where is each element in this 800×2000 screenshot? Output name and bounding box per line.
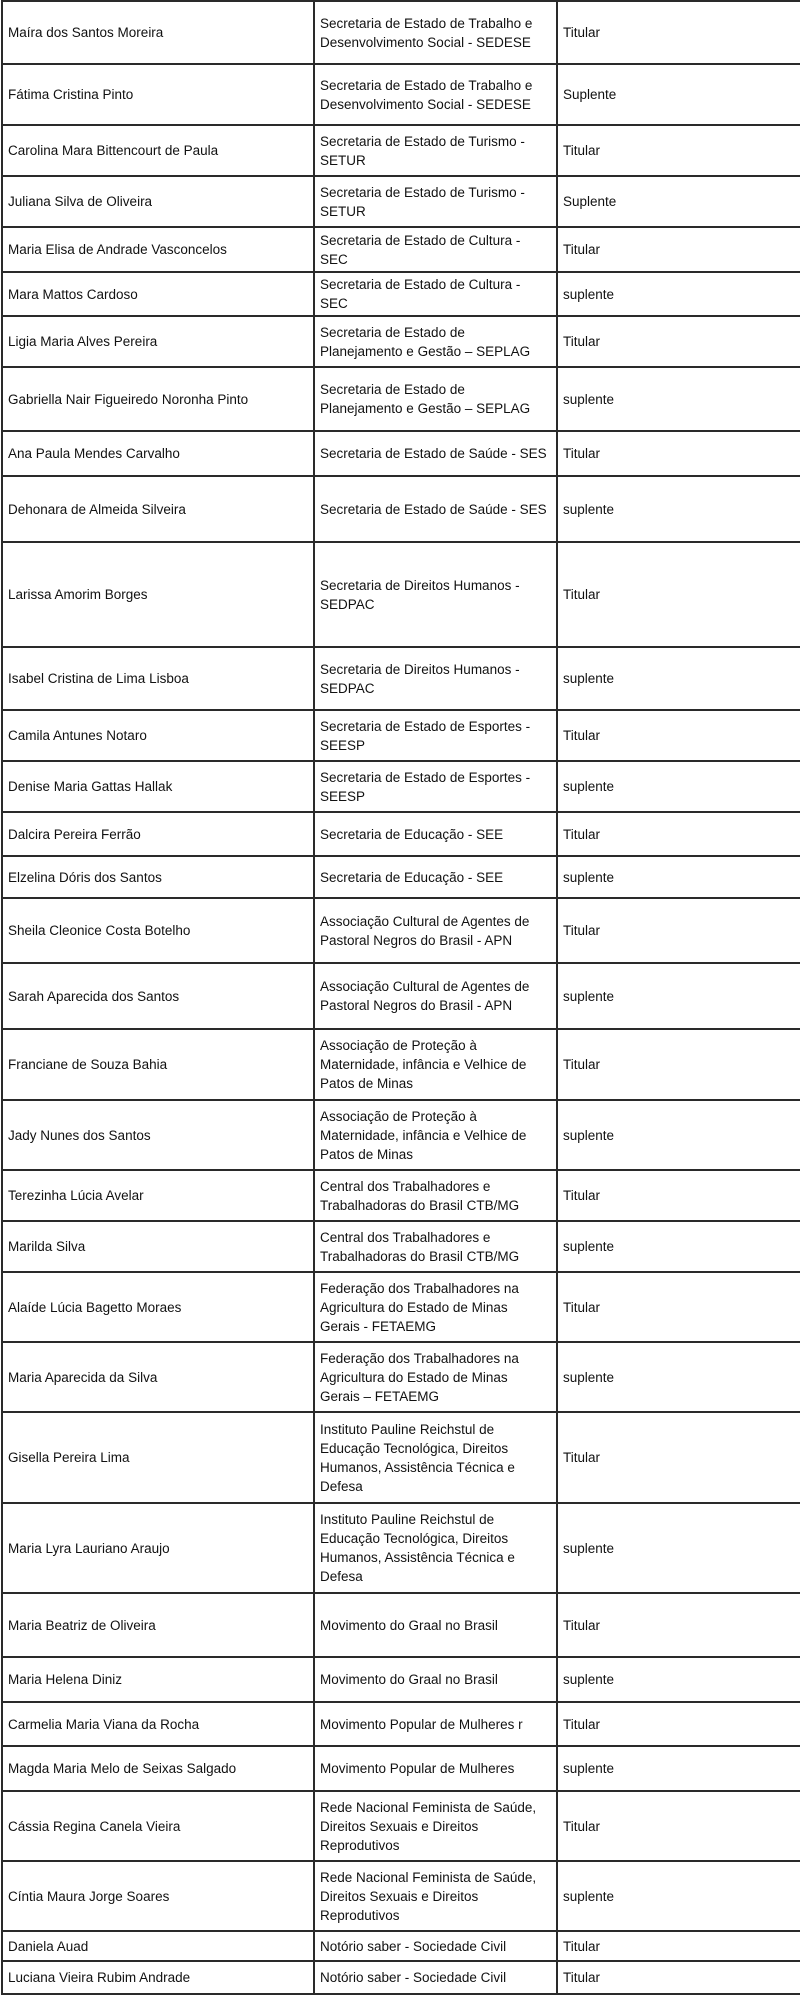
organization-cell [314, 761, 557, 812]
member-name-cell: Isabel Cristina de Lima Lisboa [2, 647, 314, 710]
organization-cell [314, 272, 557, 316]
member-name-cell: Dalcira Pereira Ferrão [2, 812, 314, 856]
role-cell: Titular [557, 1593, 800, 1657]
table-row [2, 710, 800, 761]
organization-line: SETUR [320, 152, 366, 168]
table-row [2, 647, 800, 710]
member-name-cell: Magda Maria Melo de Seixas Salgado [2, 1746, 314, 1791]
organization-cell [314, 1961, 557, 1994]
role-cell: suplente [557, 963, 800, 1029]
table-row [2, 963, 800, 1029]
organization-cell [314, 1412, 557, 1503]
organization-line: Agricultura do Estado de Minas [320, 1369, 508, 1385]
organization-line: Reprodutivos [320, 1907, 400, 1923]
member-name-cell: Fátima Cristina Pinto [2, 64, 314, 125]
member-name-cell: Ligia Maria Alves Pereira [2, 316, 314, 367]
role-cell: Titular [557, 898, 800, 963]
members-table [1, 0, 800, 1995]
organization-line: Central dos Trabalhadores e [320, 1178, 491, 1194]
organization-cell [314, 1029, 557, 1100]
role-cell: Titular [557, 1029, 800, 1100]
organization-line: Notório saber - Sociedade Civil [320, 1970, 507, 1985]
organization-line: Direitos Sexuais e Direitos [320, 1818, 479, 1834]
organization-line: Instituto Pauline Reichstul de [320, 1512, 495, 1527]
role-cell: Titular [557, 1272, 800, 1342]
role-cell: Titular [557, 812, 800, 856]
table-row [2, 1342, 800, 1412]
role-cell: Titular [557, 1961, 800, 1994]
organization-line: Secretaria de Estado de Esportes - [320, 718, 531, 734]
table-row [2, 176, 800, 227]
member-name-cell: Gisella Pereira Lima [2, 1412, 314, 1503]
role-cell: suplente [557, 272, 800, 316]
table-row [2, 1170, 800, 1221]
organization-cell [314, 431, 557, 476]
organization-line: Maternidade, infância e Velhice de [320, 1127, 527, 1143]
organization-cell [314, 856, 557, 898]
organization-line: Trabalhadoras do Brasil CTB/MG [320, 1248, 520, 1264]
organization-cell [314, 812, 557, 856]
organization-line: Planejamento e Gestão – SEPLAG [320, 343, 531, 359]
organization-line: Direitos Sexuais e Direitos [320, 1888, 479, 1904]
member-name-cell: Terezinha Lúcia Avelar [2, 1170, 314, 1221]
organization-line: Reprodutivos [320, 1837, 400, 1853]
organization-line: Secretaria de Estado de Cultura - SEC [320, 277, 521, 311]
organization-line: Gerais – FETAEMG [320, 1388, 440, 1404]
role-cell: Titular [557, 125, 800, 176]
organization-cell [314, 898, 557, 963]
member-name-cell: Maria Aparecida da Silva [2, 1342, 314, 1412]
table-row [2, 227, 800, 272]
role-cell: Titular [557, 542, 800, 647]
organization-line: Secretaria de Educação - SEE [320, 869, 504, 885]
role-cell: suplente [557, 1861, 800, 1931]
role-cell: Titular [557, 1791, 800, 1861]
organization-line: Federação dos Trabalhadores na [320, 1350, 519, 1366]
organization-cell [314, 1702, 557, 1746]
organization-line: Secretaria de Estado de Trabalho e [320, 77, 533, 93]
table-row [2, 1, 800, 64]
role-cell: Titular [557, 710, 800, 761]
organization-line: Secretaria de Estado de Cultura - SEC [320, 232, 521, 267]
role-cell: suplente [557, 476, 800, 542]
organization-line: Maternidade, infância e Velhice de [320, 1057, 527, 1072]
organization-line: Patos de Minas [320, 1146, 414, 1162]
organization-cell [314, 1593, 557, 1657]
table-row [2, 125, 800, 176]
member-name-cell: Ana Paula Mendes Carvalho [2, 431, 314, 476]
role-cell: Titular [557, 1702, 800, 1746]
organization-cell [314, 1, 557, 64]
table-row [2, 1100, 800, 1170]
organization-cell [314, 710, 557, 761]
member-name-cell: Sheila Cleonice Costa Botelho [2, 898, 314, 963]
table-row [2, 1593, 800, 1657]
organization-line: Secretaria de Estado de Saúde - SES [320, 501, 547, 517]
organization-cell [314, 1746, 557, 1791]
organization-line: Secretaria de Estado de Turismo - [320, 133, 525, 149]
table-row [2, 431, 800, 476]
member-name-cell: Cíntia Maura Jorge Soares [2, 1861, 314, 1931]
organization-line: Educação Tecnológica, Direitos [320, 1440, 509, 1456]
role-cell: suplente [557, 1746, 800, 1791]
role-cell: Suplente [557, 64, 800, 125]
organization-line: Federação dos Trabalhadores na [320, 1280, 519, 1296]
role-cell: suplente [557, 1503, 800, 1593]
organization-cell [314, 176, 557, 227]
members-table-body [2, 1, 800, 1994]
table-row [2, 1702, 800, 1746]
organization-line: Desenvolvimento Social - SEDESE [320, 96, 531, 112]
organization-line: Secretaria de Estado de Turismo - [320, 184, 525, 200]
role-cell: Titular [557, 1931, 800, 1961]
table-row [2, 1931, 800, 1961]
organization-line: SEESP [320, 788, 366, 804]
organization-line: Humanos, Assistência Técnica e [320, 1550, 515, 1565]
organization-line: Desenvolvimento Social - SEDESE [320, 34, 531, 50]
member-name-cell: Maria Beatriz de Oliveira [2, 1593, 314, 1657]
member-name-cell: Luciana Vieira Rubim Andrade [2, 1961, 314, 1994]
organization-line: Movimento do Graal no Brasil [320, 1617, 498, 1633]
role-cell: Titular [557, 316, 800, 367]
member-name-cell: Jady Nunes dos Santos [2, 1100, 314, 1170]
role-cell: Titular [557, 431, 800, 476]
member-name-cell: Maíra dos Santos Moreira [2, 1, 314, 64]
member-name-cell: Dehonara de Almeida Silveira [2, 476, 314, 542]
member-name-cell: Juliana Silva de Oliveira [2, 176, 314, 227]
organization-line: Secretaria de Educação - SEE [320, 826, 504, 842]
member-name-cell: Mara Mattos Cardoso [2, 272, 314, 316]
organization-cell [314, 476, 557, 542]
member-name-cell: Gabriella Nair Figueiredo Noronha Pinto [2, 367, 314, 431]
organization-line: Secretaria de Estado de [320, 324, 465, 340]
member-name-cell: Carmelia Maria Viana da Rocha [2, 1702, 314, 1746]
organization-line: Humanos, Assistência Técnica e [320, 1459, 515, 1475]
organization-cell [314, 647, 557, 710]
organization-line: Movimento Popular de Mulheres [320, 1761, 515, 1776]
organization-cell [314, 1503, 557, 1593]
table-row [2, 1503, 800, 1593]
organization-line: Secretaria de Estado de [320, 382, 465, 397]
organization-cell [314, 1791, 557, 1861]
organization-line: Secretaria de Estado de Trabalho e [320, 15, 533, 31]
member-name-cell: Daniela Auad [2, 1931, 314, 1961]
table-row [2, 272, 800, 316]
organization-line: Notório saber - Sociedade Civil [320, 1938, 507, 1954]
organization-line: Defesa [320, 1569, 363, 1584]
organization-line: Rede Nacional Feminista de Saúde, [320, 1799, 537, 1815]
member-name-cell: Denise Maria Gattas Hallak [2, 761, 314, 812]
organization-line: Defesa [320, 1478, 363, 1494]
table-row [2, 1029, 800, 1100]
organization-line: Rede Nacional Feminista de Saúde, [320, 1869, 537, 1885]
role-cell: Titular [557, 1, 800, 64]
organization-line: Central dos Trabalhadores e [320, 1229, 491, 1245]
organization-cell [314, 542, 557, 647]
organization-line: Secretaria de Direitos Humanos - [320, 577, 520, 593]
organization-line: Gerais - FETAEMG [320, 1318, 437, 1334]
organization-cell [314, 1272, 557, 1342]
member-name-cell: Maria Helena Diniz [2, 1657, 314, 1702]
organization-line: Secretaria de Estado de Saúde - SES [320, 446, 547, 461]
table-row [2, 64, 800, 125]
organization-line: Secretaria de Estado de Esportes - [320, 769, 531, 785]
member-name-cell: Franciane de Souza Bahia [2, 1029, 314, 1100]
organization-line: SEESP [320, 737, 366, 753]
organization-cell [314, 316, 557, 367]
table-row [2, 476, 800, 542]
organization-line: Secretaria de Direitos Humanos - [320, 661, 520, 677]
table-row [2, 761, 800, 812]
organization-cell [314, 1657, 557, 1702]
role-cell: suplente [557, 367, 800, 431]
member-name-cell: Maria Elisa de Andrade Vasconcelos [2, 227, 314, 272]
organization-cell [314, 227, 557, 272]
table-row [2, 1272, 800, 1342]
table-row [2, 1221, 800, 1272]
organization-cell [314, 1221, 557, 1272]
table-row [2, 1657, 800, 1702]
organization-line: Associação de Proteção à [320, 1038, 477, 1053]
role-cell: suplente [557, 1100, 800, 1170]
member-name-cell: Alaíde Lúcia Bagetto Moraes [2, 1272, 314, 1342]
organization-line: Associação de Proteção à [320, 1108, 477, 1124]
table-row [2, 1746, 800, 1791]
table-row [2, 898, 800, 963]
role-cell: suplente [557, 856, 800, 898]
table-row [2, 1412, 800, 1503]
organization-line: Movimento do Graal no Brasil [320, 1672, 498, 1687]
organization-line: Agricultura do Estado de Minas [320, 1299, 508, 1315]
role-cell: suplente [557, 761, 800, 812]
organization-cell [314, 125, 557, 176]
role-cell: suplente [557, 1657, 800, 1702]
member-name-cell: Camila Antunes Notaro [2, 710, 314, 761]
organization-line: Planejamento e Gestão – SEPLAG [320, 401, 531, 416]
role-cell: Titular [557, 1170, 800, 1221]
organization-line: Educação Tecnológica, Direitos [320, 1531, 509, 1546]
organization-line: Pastoral Negros do Brasil - APN [320, 998, 513, 1013]
member-name-cell: Cássia Regina Canela Vieira [2, 1791, 314, 1861]
organization-line: Movimento Popular de Mulheres r [320, 1716, 523, 1732]
table-row [2, 1961, 800, 1994]
table-row [2, 316, 800, 367]
role-cell: Titular [557, 227, 800, 272]
member-name-cell: Larissa Amorim Borges [2, 542, 314, 647]
member-name-cell: Marilda Silva [2, 1221, 314, 1272]
member-name-cell: Elzelina Dóris dos Santos [2, 856, 314, 898]
role-cell: Titular [557, 1412, 800, 1503]
table-row [2, 1861, 800, 1931]
table-row [2, 1791, 800, 1861]
role-cell: Suplente [557, 176, 800, 227]
table-row [2, 367, 800, 431]
organization-cell [314, 963, 557, 1029]
organization-cell [314, 64, 557, 125]
organization-cell [314, 1342, 557, 1412]
organization-line: Pastoral Negros do Brasil - APN [320, 932, 513, 948]
role-cell: suplente [557, 1342, 800, 1412]
table-row [2, 812, 800, 856]
organization-line: SEDPAC [320, 680, 375, 696]
role-cell: suplente [557, 647, 800, 710]
role-cell: suplente [557, 1221, 800, 1272]
table-row [2, 856, 800, 898]
member-name-cell: Sarah Aparecida dos Santos [2, 963, 314, 1029]
organization-cell [314, 1100, 557, 1170]
organization-cell [314, 367, 557, 431]
organization-line: Instituto Pauline Reichstul de [320, 1421, 495, 1437]
organization-line: SETUR [320, 203, 366, 219]
organization-line: Associação Cultural de Agentes de [320, 913, 530, 929]
organization-line: Associação Cultural de Agentes de [320, 979, 530, 994]
organization-cell [314, 1931, 557, 1961]
member-name-cell: Carolina Mara Bittencourt de Paula [2, 125, 314, 176]
table-row [2, 542, 800, 647]
member-name-cell: Maria Lyra Lauriano Araujo [2, 1503, 314, 1593]
organization-cell [314, 1170, 557, 1221]
organization-line: SEDPAC [320, 596, 375, 612]
organization-cell [314, 1861, 557, 1931]
organization-line: Trabalhadoras do Brasil CTB/MG [320, 1197, 520, 1213]
organization-line: Patos de Minas [320, 1076, 414, 1091]
